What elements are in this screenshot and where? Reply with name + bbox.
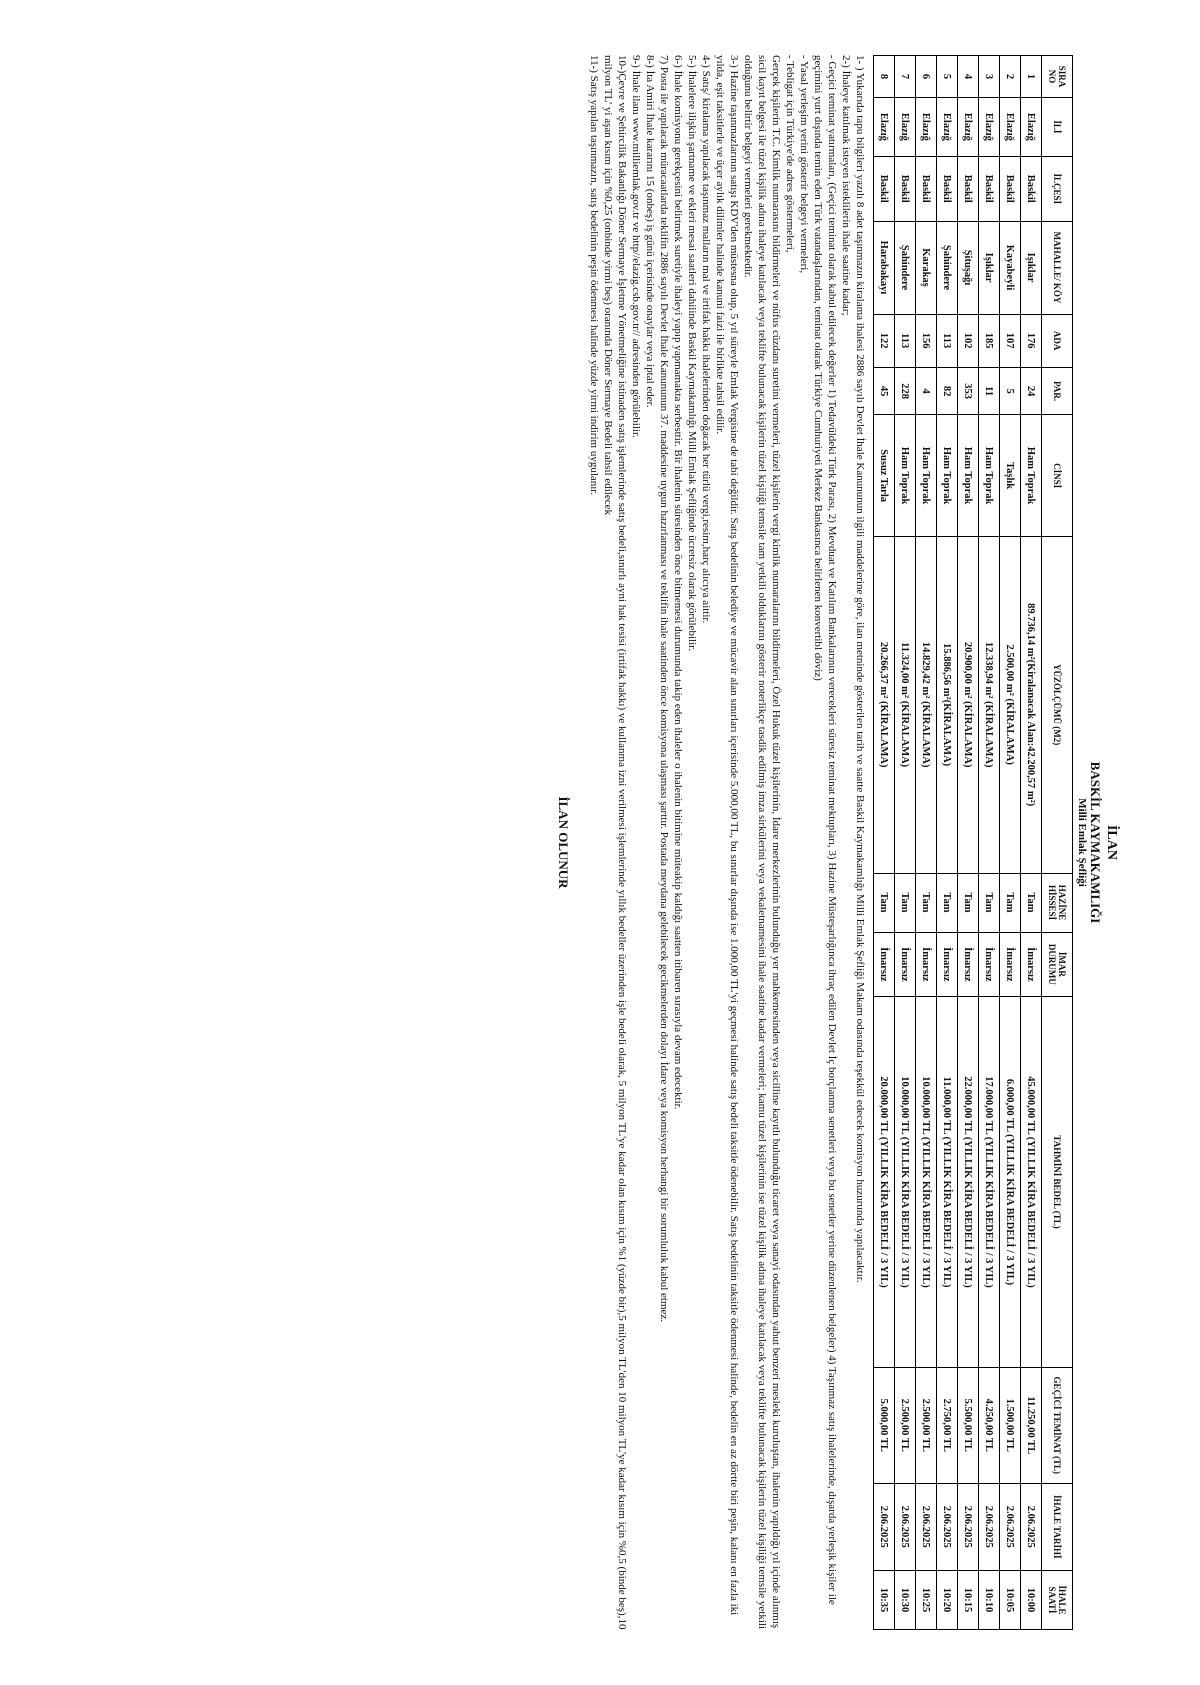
- cell-ilcesi: Baskil: [979, 156, 1000, 221]
- cell-gecici-teminat: 2.500,00 TL: [916, 1367, 937, 1483]
- cell-gecici-teminat: 2.500,00 TL: [895, 1367, 916, 1483]
- paragraph-2c: - Tebligat için Türkiye'de adres göstermeleri,: [784, 55, 796, 253]
- document-header: [1075, 55, 1120, 1630]
- cell-hazine-hissesi: Tam: [916, 873, 937, 932]
- cell-ili: Elazığ: [979, 97, 1000, 156]
- cell-tahmini-bedel: 10.000,00 TL (YILLIK KİRA BEDELİ / 3 YIL): [895, 997, 916, 1368]
- cell-gecici-teminat: 1.500,00 TL: [1000, 1367, 1021, 1483]
- table-body: [874, 56, 1042, 1630]
- cell-yuzolcumu: 14.829,42 m² (KİRALAMA): [916, 536, 937, 873]
- cell-ihale-saati: 10:15: [958, 1570, 979, 1629]
- cell-ihale-tarihi: 2.06.2025: [874, 1483, 895, 1570]
- paragraph-8: 8-) İta Amiri İhale kararını 15 (onbeş) iş günü içerisinde onaylar veya iptal eder.: [644, 55, 656, 408]
- cell-parsel: 11: [979, 367, 1000, 415]
- cell-mahalle: Şahindere: [895, 221, 916, 314]
- cell-ihale-tarihi: 2.06.2025: [1000, 1483, 1021, 1570]
- cell-parsel: 353: [958, 367, 979, 415]
- cell-imar-durumu: İmarsız: [1021, 932, 1042, 997]
- cell-mahalle: Karakaş: [916, 221, 937, 314]
- cell-yuzolcumu: 20.266,37 m² (KİRALAMA): [874, 536, 895, 873]
- cell-mahalle: Kayabeyli: [1000, 221, 1021, 314]
- cell-ada: 122: [874, 314, 895, 367]
- cell-tahmini-bedel: 17.000,00 TL (YILLIK KİRA BEDELİ / 3 YIL): [979, 997, 1000, 1368]
- col-parsel: PAR.: [1042, 367, 1073, 415]
- table-row: [874, 56, 895, 1630]
- table-header-row: [1042, 56, 1073, 1630]
- paragraph-10: 10-)Çevre ve Şehircilik Bakanlığı Döner Sermaye İşletme Yönetmeliğine istinaden satış işlemlerinde satış bedeli,sınırlı ayni hak tesisi (irtifak hakkı) ve kullanma izni verilmesi işlemlerinde yıllık bedeller üzerinden işle bedeli olarak, 5 milyon TL'ye kadar olan kısım için %1 (yüzde bir),5 milyon TL'den 10 milyon TL'ye kadar kısım için %0,5 (binde beş),10 milyon TL' yi aşan kısım için %0,25 (onbinde yirmi beş) oranında Döner Sermaye Bedeli tahsil edilecek: [602, 55, 628, 1630]
- cell-cinsi: Ham Toprak: [958, 415, 979, 536]
- cell-tahmini-bedel: 6.000,00 TL (YILLIK KİRA BEDELİ / 3 YIL): [1000, 997, 1021, 1368]
- cell-ili: Elazığ: [958, 97, 979, 156]
- cell-ihale-saati: 10:25: [916, 1570, 937, 1629]
- table-row: [1000, 56, 1021, 1630]
- paragraph-9: 9-) İhale ilanı www.milliemlak.gov.tr ve http//elazig.csb.gov.tr// adresinden görülebilir.: [630, 55, 642, 438]
- cell-ihale-tarihi: 2.06.2025: [895, 1483, 916, 1570]
- cell-ada: 102: [958, 314, 979, 367]
- paragraph-2d: Gerçek kişilerin T.C. Kimlik numarasını bildirmeleri ve nüfus cüzdanı suretini vermeleri, tüzel kişilerin vergi kimlik numaralarını bildirmeleri, Özel Hukuk tüzel kişilerinin, İdare merkezlerinin bulunduğu yer mahkemesinden veya sicilline kayıtlı bulunduğu ticaret veya sanayi odasından yahut benzeri mesleki kuruluştan, ihalenin yapıldığı yıl içinde alınmış sicil kayıt belgesi ile tüzel kişilik adına ihaleye katılacak veya teklifte bulunacak kişilerin tüzel kişiliği temsile tam yetkili olduklarını gösterir noterlikçe tasdik edilmiş imza sirkülerini veya vekaletnamesini ihale saatine kadar vermeleri; kamu tüzel kişilerinin ise tüzel kişilik adına ihaleye katılacak veya teklifte bulunacak kişilerin tüzel kişiliği temsile yetkili olduğunu belirtir belgeyi vermeleri gerekmektedir.: [742, 55, 782, 1630]
- cell-ilcesi: Baskil: [1000, 156, 1021, 221]
- cell-ada: 113: [895, 314, 916, 367]
- cell-yuzolcumu: 89.736,14 m²(Kiralanacak Alan:42.200,57 m²): [1021, 536, 1042, 873]
- cell-cinsi: Ham Toprak: [895, 415, 916, 536]
- cell-imar-durumu: İmarsız: [937, 932, 958, 997]
- paragraph-2a: - Geçici teminat yatırmaları, (Geçici teminat olarak kabul edilecek değerler 1) Tedavüldeki Türk Parası, 2) Mevduat ve Katılım Bankalarının verecekleri süresiz teminat mektupları, 3) Hazine Müsteşarlığınca ihraç edilen Devlet İç borçlanma senetleri veya bu senetler yerine düzenlenen belgeler) 4) Taşınmaz satış ihalelerinde, dışarda yerleşik kişiler ile geçimini yurt dışında temin eden Türk vatandaşlarından, teminat olarak Türkiye Cumhuriyeti Merkez Bankasınca belirlenen konvertibl döviz): [812, 55, 838, 1605]
- col-yuzolcumu: YÜZÖLÇÜMÜ (M2): [1042, 536, 1073, 873]
- cell-ada: 176: [1021, 314, 1042, 367]
- paragraph-6: 6-) İhale komisyonu gerekçesini belirtmek suretiyle ihaleyi yapıp yapmamakta serbesttir. Bir ihalenin süresinden önce bitmemesi durumunda takip eden ihaleler o ihalenin bitimine müteakip kaldığı saatten itibaren sırasıyla devam edecektir.: [672, 55, 684, 1110]
- cell-hazine-hissesi: Tam: [1021, 873, 1042, 932]
- cell-ihale-tarihi: 2.06.2025: [958, 1483, 979, 1570]
- cell-ilcesi: Baskil: [874, 156, 895, 221]
- cell-imar-durumu: İmarsız: [958, 932, 979, 997]
- cell-gecici-teminat: 5.500,00 TL: [958, 1367, 979, 1483]
- cell-ihale-saati: 10:20: [937, 1570, 958, 1629]
- cell-mahalle: Işıklar: [1021, 221, 1042, 314]
- announcement-body: [587, 55, 867, 1630]
- announcement-title: İLAN: [1104, 824, 1119, 860]
- cell-yuzolcumu: 2.500,00 m² (KİRALAMA): [1000, 536, 1021, 873]
- col-ilcesi: İLÇESİ: [1042, 156, 1073, 221]
- cell-tahmini-bedel: 10.000,00 TL (YILLIK KİRA BEDELİ / 3 YIL): [916, 997, 937, 1368]
- cell-sira-no: 2: [1000, 56, 1021, 98]
- paragraph-3: 3-) Hazine taşınmazlarının satışı KDV'den müstesna olup, 5 yıl süreyle Emlak Vergisine de tabi değildir. Satış bedelinin belediye ve mücavir alan sınırları içerisinde 5.000,00 TL, bu sınırlar dışında ise 1.000,00 TL'yi geçmesi halinde satış bedeli taksitle ödenebilir. Satış bedelinin taksitle ödenmesi halinde, bedelin en az dörtte biri peşin, kalanı en fazla iki yılda, eşit taksitlerle ve üçer aylık dilimler halinde kanuni faizi ile birlikte tahsil edilir.: [714, 55, 740, 1616]
- paragraph-2: 2-) İhaleye katılmak isteyen isteklilerin ihale saatine kadar;: [840, 55, 852, 316]
- cell-parsel: 45: [874, 367, 895, 415]
- cell-hazine-hissesi: Tam: [937, 873, 958, 932]
- cell-ilcesi: Baskil: [916, 156, 937, 221]
- cell-imar-durumu: İmarsız: [979, 932, 1000, 997]
- cell-tahmini-bedel: 22.000,00 TL (YILLIK KİRA BEDELİ / 3 YIL): [958, 997, 979, 1368]
- cell-ili: Elazığ: [895, 97, 916, 156]
- cell-sira-no: 4: [958, 56, 979, 98]
- paragraph-4: 4-) Satış/ kiralama yapılacak taşınmaz malların mal ve irtifak hakkı ihalelerinden doğacak her türlü vergi,resim,harç alıcıya aittir.: [700, 55, 712, 624]
- cell-ili: Elazığ: [937, 97, 958, 156]
- cell-hazine-hissesi: Tam: [895, 873, 916, 932]
- cell-mahalle: Şahindere: [937, 221, 958, 314]
- cell-imar-durumu: İmarsız: [1000, 932, 1021, 997]
- paragraph-5: 5-) İhalelere ilişkin şartname ve ekleri mesai saatleri dahilinde Baskil Kaymakamlığı Milli Emlak Şefliğinde ücretsiz olarak görülebilir.: [686, 55, 698, 651]
- col-gecici-teminat: GEÇİCİ TEMİNAT (TL): [1042, 1367, 1073, 1483]
- table-row: [916, 56, 937, 1630]
- cell-hazine-hissesi: Tam: [1000, 873, 1021, 932]
- col-cinsi: CİNSİ: [1042, 415, 1073, 536]
- cell-ihale-tarihi: 2.06.2025: [916, 1483, 937, 1570]
- cell-sira-no: 5: [937, 56, 958, 98]
- cell-ili: Elazığ: [1000, 97, 1021, 156]
- cell-sira-no: 3: [979, 56, 1000, 98]
- cell-parsel: 228: [895, 367, 916, 415]
- cell-parsel: 82: [937, 367, 958, 415]
- table-row: [895, 56, 916, 1630]
- cell-cinsi: Ham Toprak: [1021, 415, 1042, 536]
- institution-name: BASKİL KAYMAKAMLIĞI: [1088, 761, 1103, 924]
- col-tahmini-bedel: TAHMİNİ BEDEL (TL): [1042, 997, 1073, 1368]
- cell-yuzolcumu: 15.886,56 m²(KİRALAMA): [937, 536, 958, 873]
- cell-gecici-teminat: 4.250,00 TL: [979, 1367, 1000, 1483]
- cell-hazine-hissesi: Tam: [958, 873, 979, 932]
- table-row: [958, 56, 979, 1630]
- cell-hazine-hissesi: Tam: [979, 873, 1000, 932]
- cell-ilcesi: Baskil: [1021, 156, 1042, 221]
- cell-ihale-saati: 10:10: [979, 1570, 1000, 1629]
- cell-imar-durumu: İmarsız: [874, 932, 895, 997]
- paragraph-1: 1- ) Yukarıda tapu bilgileri yazılı 8 adet taşınmazın kiralama ihalesi 2886 sayılı Devlet İhale Kanununun ilgili maddelerine göre, ilan metninde gösterilen tarih ve saatte Baskil Kaymakamlığı Milli Emlak Şefliği Makam odasında teşekkül edecek komisyon huzurunda yapılacaktır.: [854, 55, 866, 1283]
- table-row: [937, 56, 958, 1630]
- cell-ihale-saati: 10:35: [874, 1570, 895, 1629]
- cell-ili: Elazığ: [1021, 97, 1042, 156]
- cell-ihale-tarihi: 2.06.2025: [1021, 1483, 1042, 1570]
- cell-parsel: 24: [1021, 367, 1042, 415]
- col-hazine-hissesi: HAZİNE HİSSESİ: [1042, 873, 1073, 932]
- cell-ilcesi: Baskil: [958, 156, 979, 221]
- col-mahalle: MAHALLE/ KÖY: [1042, 221, 1073, 314]
- col-ada: ADA: [1042, 314, 1073, 367]
- cell-cinsi: Susuz Tarla: [874, 415, 895, 536]
- cell-parsel: 4: [916, 367, 937, 415]
- cell-gecici-teminat: 2.750,00 TL: [937, 1367, 958, 1483]
- col-sira-no: SIRA NO: [1042, 56, 1073, 98]
- table-row: [979, 56, 1000, 1630]
- cell-sira-no: 6: [916, 56, 937, 98]
- cell-cinsi: Ham Toprak: [916, 415, 937, 536]
- cell-ada: 107: [1000, 314, 1021, 367]
- cell-yuzolcumu: 20.900,00 m² (KİRALAMA): [958, 536, 979, 873]
- cell-mahalle: Işıklar: [979, 221, 1000, 314]
- cell-cinsi: Ham Toprak: [937, 415, 958, 536]
- col-ili: İLİ: [1042, 97, 1073, 156]
- cell-cinsi: Taşlık: [1000, 415, 1021, 536]
- cell-mahalle: Harabakayı: [874, 221, 895, 314]
- cell-ihale-saati: 10:05: [1000, 1570, 1021, 1629]
- cell-yuzolcumu: 11.324,00 m² (KİRALAMA): [895, 536, 916, 873]
- announcement-document: [555, 55, 1120, 1630]
- table-row: [1021, 56, 1042, 1630]
- paragraph-2b: - Yasal yerleşim yerini gösterir belgeyi vermeleri,: [798, 55, 810, 274]
- cell-imar-durumu: İmarsız: [895, 932, 916, 997]
- cell-ihale-saati: 10:30: [895, 1570, 916, 1629]
- cell-cinsi: Ham Toprak: [979, 415, 1000, 536]
- cell-gecici-teminat: 11.250,00 TL: [1021, 1367, 1042, 1483]
- cell-hazine-hissesi: Tam: [874, 873, 895, 932]
- cell-tahmini-bedel: 45.000,00 TL (YILLIK KİRA BEDELİ / 3 YIL): [1021, 997, 1042, 1368]
- cell-parsel: 5: [1000, 367, 1021, 415]
- col-ihale-tarihi: İHALE TARİHİ: [1042, 1483, 1073, 1570]
- cell-ili: Elazığ: [874, 97, 895, 156]
- paragraph-11: 11-) Satış yapılan taşınmazın, satış bedelinin peşin ödenmesi halinde yüzde yirmi indirim uygulanır.: [588, 55, 600, 496]
- cell-tahmini-bedel: 11.000,00 TL (YILLIK KİRA BEDELİ / 3 YIL): [937, 997, 958, 1368]
- cell-yuzolcumu: 12.338,94 m² (KİRALAMA): [979, 536, 1000, 873]
- col-ihale-saati: İHALE SAATİ: [1042, 1570, 1073, 1629]
- cell-sira-no: 1: [1021, 56, 1042, 98]
- closing-statement: İLAN OLUNUR: [556, 796, 571, 889]
- cell-tahmini-bedel: 20.000,00 TL (YILLIK KİRA BEDELİ / 3 YIL): [874, 997, 895, 1368]
- cell-mahalle: Şituşağı: [958, 221, 979, 314]
- property-table: [873, 55, 1073, 1630]
- cell-sira-no: 7: [895, 56, 916, 98]
- cell-ihale-saati: 10:00: [1021, 1570, 1042, 1629]
- cell-sira-no: 8: [874, 56, 895, 98]
- cell-ili: Elazığ: [916, 97, 937, 156]
- cell-gecici-teminat: 5.000,00 TL: [874, 1367, 895, 1483]
- cell-ihale-tarihi: 2.06.2025: [979, 1483, 1000, 1570]
- col-imar-durumu: İMAR DURUMU: [1042, 932, 1073, 997]
- cell-ilcesi: Baskil: [937, 156, 958, 221]
- cell-ihale-tarihi: 2.06.2025: [937, 1483, 958, 1570]
- cell-ilcesi: Baskil: [895, 156, 916, 221]
- cell-ada: 185: [979, 314, 1000, 367]
- paragraph-7: 7) Posta ile yapılacak müracaatlarda teklifin 2886 sayılı Devlet İhale Kanununun 37. maddesine uygun hazırlanması ve teklifin ihale saatinden önce komisyona ulaşması şarttır. Postada meydana gelebilecek gecikmelerden dolayı İdare veya komisyon herhangi bir sorumluluk kabul etmez.: [658, 55, 670, 1323]
- cell-imar-durumu: İmarsız: [916, 932, 937, 997]
- cell-ada: 113: [937, 314, 958, 367]
- cell-ada: 156: [916, 314, 937, 367]
- department-name: Milli Emlak Şefliği: [1076, 798, 1088, 887]
